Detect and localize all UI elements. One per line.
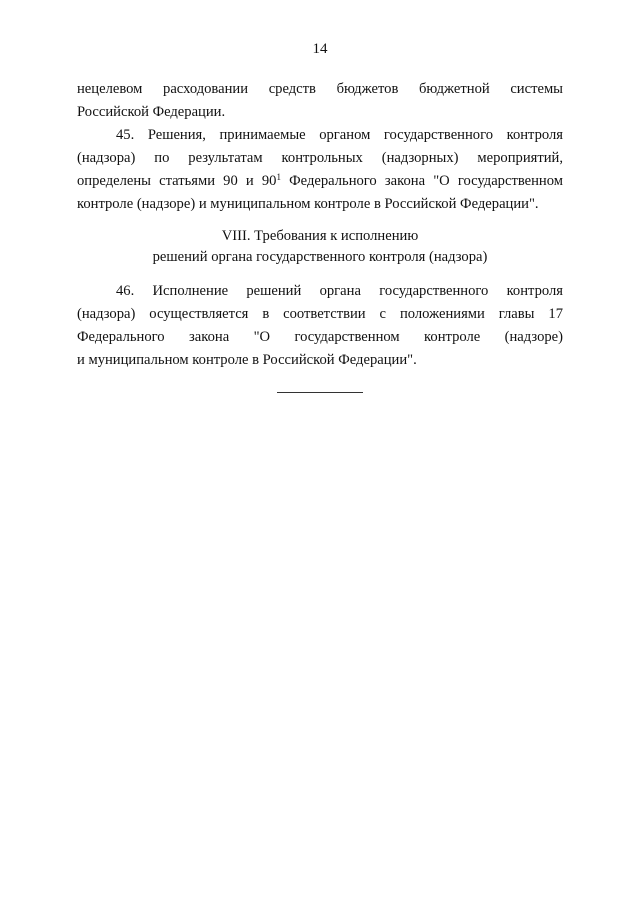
section-heading: VIII. Требования к исполнению <box>221 228 419 244</box>
section-heading: решений органа государственного контроля (надзора) <box>152 249 488 265</box>
page-number: 14 <box>312 41 328 57</box>
paragraph-45-line: 45. Решения, принимаемые органом государственного контроля <box>116 127 563 143</box>
paragraph-46-line: Федерального закона "О государственном контроле (надзоре) <box>77 329 563 345</box>
paragraph-46-line: 46. Исполнение решений органа государственного контроля <box>116 283 563 299</box>
paragraph-45-line: контроле (надзоре) и муниципальном контроле в Российской Федерации". <box>77 196 539 212</box>
text-fragment: Федерального закона "О государственном <box>280 173 563 189</box>
text-fragment: определены статьями 90 и 90 <box>77 173 277 189</box>
text-line: Российской Федерации. <box>77 104 226 120</box>
paragraph-45-line: (надзора) по результатам контрольных (надзорных) мероприятий, <box>77 150 563 166</box>
paragraph-46-line: (надзора) осуществляется в соответствии с положениями главы 17 <box>77 306 563 322</box>
paragraph-45-line <box>77 172 563 190</box>
text-line: нецелевом расходовании средств бюджетов бюджетной системы <box>77 81 563 97</box>
superscript: 1 <box>276 172 281 182</box>
paragraph-46-line: и муниципальном контроле в Российской Федерации". <box>77 352 417 368</box>
end-divider <box>277 392 363 393</box>
